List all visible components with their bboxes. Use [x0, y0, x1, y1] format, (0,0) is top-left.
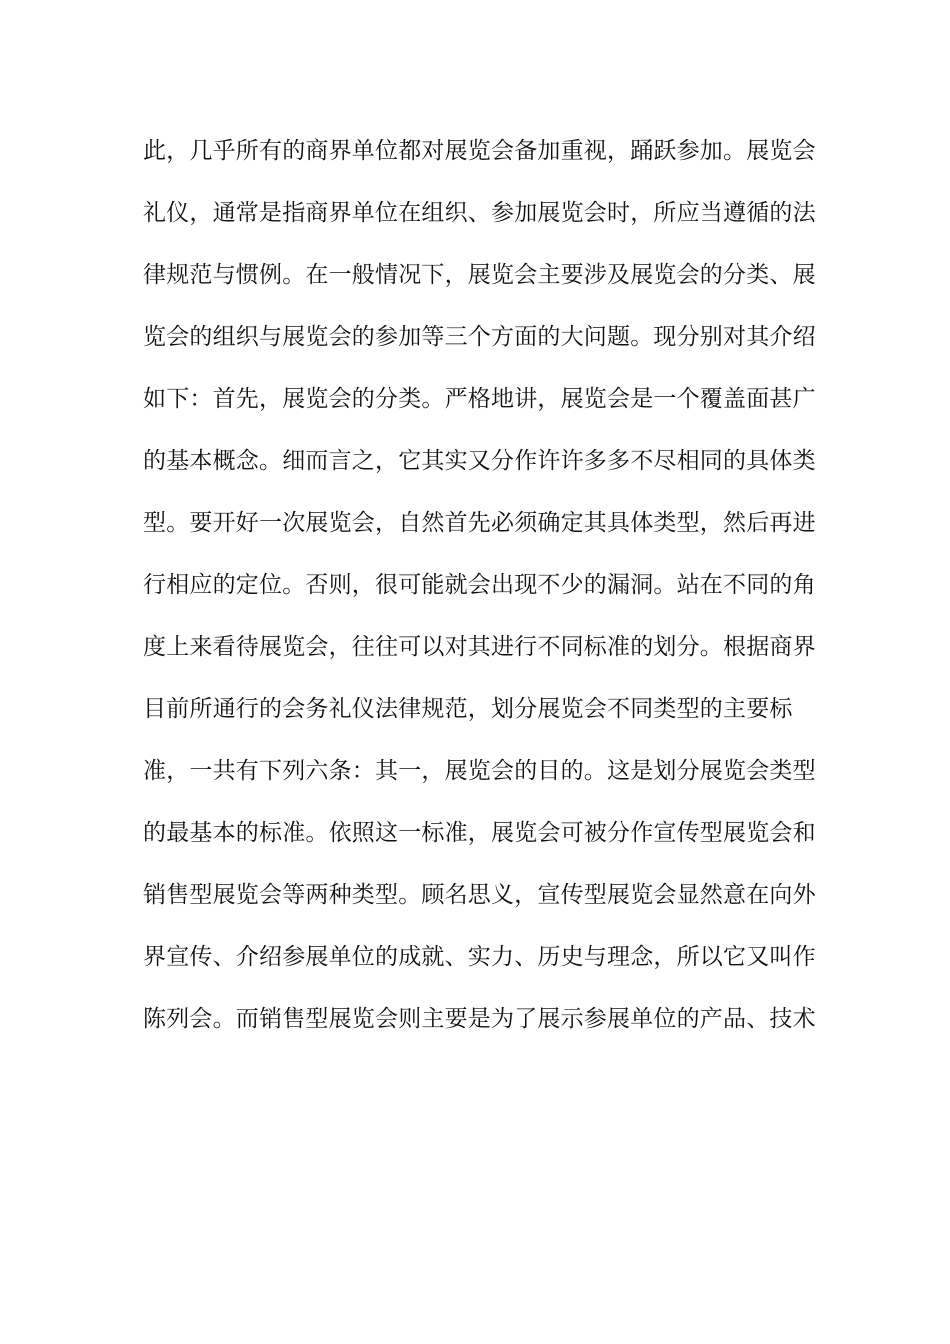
text-line-3: 律规范与惯例。在一般情况下，展览会主要涉及展览会的分类、展: [143, 262, 816, 288]
text-line-2: 礼仪，通常是指商界单位在组织、参加展览会时，所应当遵循的法: [143, 200, 816, 226]
text-line-5: 如下：首先，展览会的分类。严格地讲，展览会是一个覆盖面甚广: [143, 386, 816, 412]
text-line-7: 型。要开好一次展览会，自然首先必须确定其具体类型，然后再进: [143, 510, 816, 536]
text-line-6: 的基本概念。细而言之，它其实又分作许许多多不尽相同的具体类: [143, 448, 816, 474]
text-line-1: 此，几乎所有的商界单位都对展览会备加重视，踊跃参加。展览会: [143, 138, 816, 164]
body-text: [143, 130, 816, 1060]
text-line-9: 度上来看待展览会，往往可以对其进行不同标准的划分。根据商界: [143, 634, 816, 660]
text-line-11: 准，一共有下列六条：其一，展览会的目的。这是划分展览会类型: [143, 758, 816, 784]
text-line-14: 界宣传、介绍参展单位的成就、实力、历史与理念，所以它又叫作: [143, 944, 816, 970]
text-line-15: 陈列会。而销售型展览会则主要是为了展示参展单位的产品、技术: [143, 1006, 816, 1032]
text-line-10: 目前所通行的会务礼仪法律规范，划分展览会不同类型的主要标: [143, 696, 793, 722]
text-line-8: 行相应的定位。否则，很可能就会出现不少的漏洞。站在不同的角: [143, 572, 816, 598]
text-line-12: 的最基本的标准。依照这一标准，展览会可被分作宣传型展览会和: [143, 820, 816, 846]
text-line-13: 销售型展览会等两种类型。顾名思义，宣传型展览会显然意在向外: [143, 882, 816, 908]
text-line-4: 览会的组织与展览会的参加等三个方面的大问题。现分别对其介绍: [143, 324, 816, 350]
